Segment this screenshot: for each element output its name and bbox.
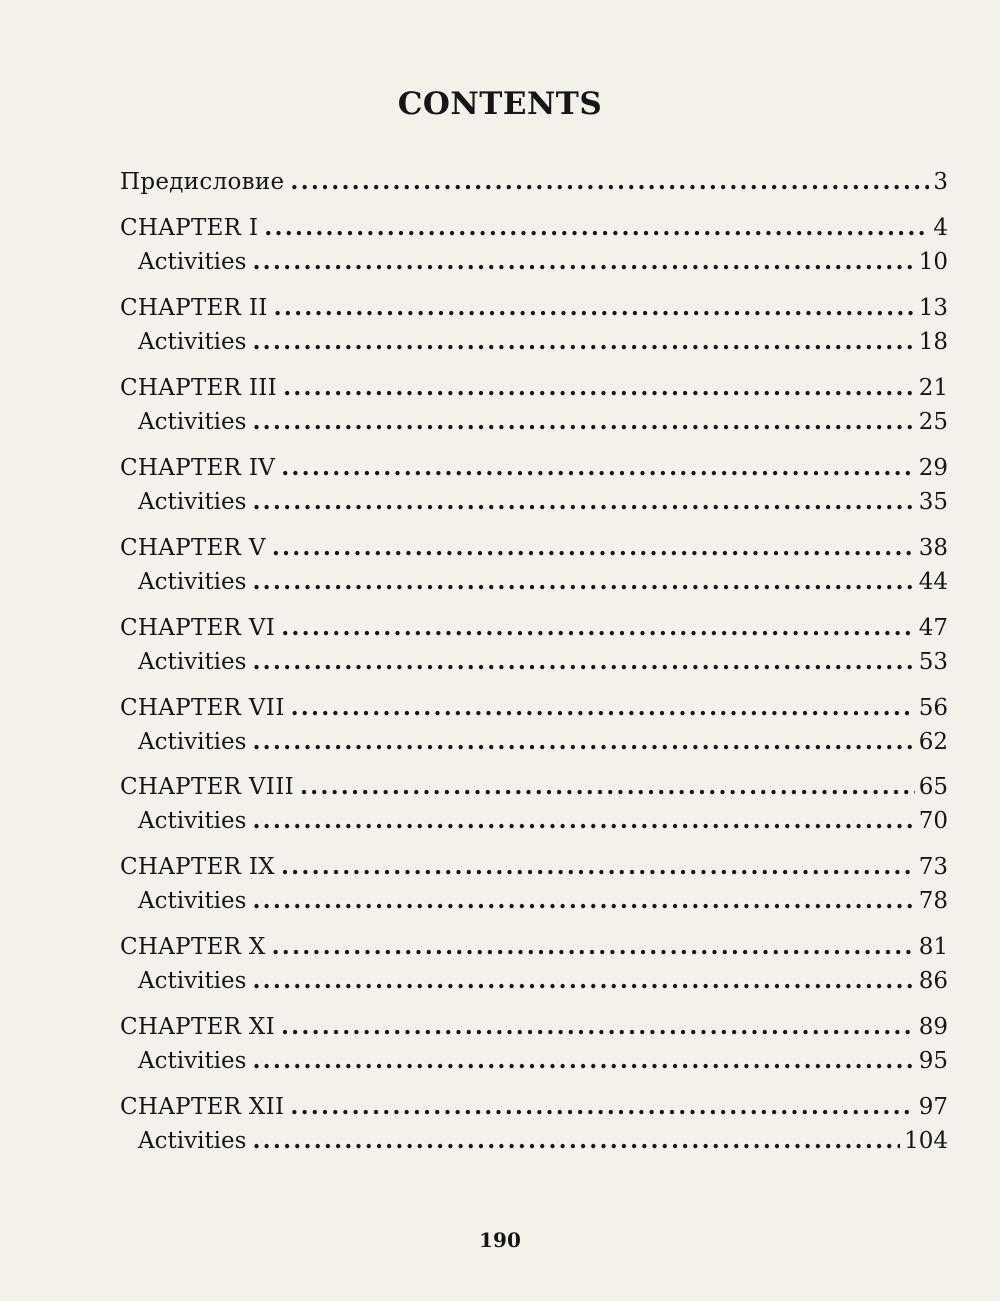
dot-leader xyxy=(281,851,915,883)
dot-leader xyxy=(281,1011,915,1043)
toc-entry-preface xyxy=(120,166,948,198)
dot-leader xyxy=(290,1091,914,1123)
toc-entry-page: 78 xyxy=(918,888,948,914)
toc-entry-page: 38 xyxy=(918,535,948,561)
toc-entry-page: 4 xyxy=(933,215,948,241)
toc-entry-chapter xyxy=(120,532,948,564)
toc-entry-label: Activities xyxy=(138,329,247,355)
dot-leader xyxy=(272,532,915,564)
toc-entry-label: Activities xyxy=(138,1048,247,1074)
dot-leader xyxy=(252,406,914,438)
toc-entry-label: Activities xyxy=(138,888,247,914)
dot-leader xyxy=(272,931,915,963)
toc-entry-page: 89 xyxy=(918,1014,948,1040)
toc-entry-chapter xyxy=(120,771,948,803)
toc-entry-label: CHAPTER VI xyxy=(120,615,276,641)
toc-entry-label: CHAPTER VII xyxy=(120,695,285,721)
dot-leader xyxy=(252,885,914,917)
toc-entry-activities xyxy=(138,805,948,837)
toc-entry-page: 10 xyxy=(918,249,948,275)
toc-entry-chapter xyxy=(120,851,948,883)
toc-entry-label: CHAPTER IV xyxy=(120,455,276,481)
dot-leader xyxy=(252,566,914,598)
dot-leader xyxy=(290,166,929,198)
toc-entry-label: CHAPTER VIII xyxy=(120,774,294,800)
toc-entry-label: Activities xyxy=(138,649,247,675)
toc-entry-page: 81 xyxy=(918,934,948,960)
toc-entry-page: 44 xyxy=(918,569,948,595)
toc-entry-label: CHAPTER I xyxy=(120,215,259,241)
toc-entry-chapter xyxy=(120,372,948,404)
toc-entry-page: 62 xyxy=(918,729,948,755)
toc-entry-activities xyxy=(138,726,948,758)
toc-entry-activities xyxy=(138,965,948,997)
toc-entry-page: 53 xyxy=(918,649,948,675)
page-number: 190 xyxy=(479,1228,521,1252)
toc-entry-page: 3 xyxy=(933,169,948,195)
toc-entry-label: CHAPTER XI xyxy=(120,1014,275,1040)
toc-entry-chapter xyxy=(120,931,948,963)
dot-leader xyxy=(252,965,914,997)
toc-entry-label: CHAPTER V xyxy=(120,535,266,561)
toc-entry-page: 95 xyxy=(918,1048,948,1074)
toc-entry-activities xyxy=(138,246,948,278)
toc-entry-label: CHAPTER III xyxy=(120,375,278,401)
toc-entry-page: 70 xyxy=(918,808,948,834)
dot-leader xyxy=(252,1125,900,1157)
dot-leader xyxy=(252,486,914,518)
dot-leader xyxy=(252,1045,914,1077)
toc-entry-activities xyxy=(138,566,948,598)
dot-leader xyxy=(283,372,915,404)
toc-entry-chapter xyxy=(120,452,948,484)
toc-entry-page: 97 xyxy=(918,1094,948,1120)
toc-entry-page: 56 xyxy=(918,695,948,721)
dot-leader xyxy=(281,452,915,484)
dot-leader xyxy=(252,805,914,837)
toc-entry-label: CHAPTER X xyxy=(120,934,266,960)
dot-leader xyxy=(291,692,915,724)
toc-entry-label: CHAPTER II xyxy=(120,295,268,321)
toc-entry-page: 73 xyxy=(918,854,948,880)
toc-entry-page: 21 xyxy=(918,375,948,401)
toc-entry-chapter xyxy=(120,292,948,324)
dot-leader xyxy=(252,726,914,758)
dot-leader xyxy=(252,326,914,358)
toc-entry-page: 65 xyxy=(918,774,948,800)
toc-entry-label: Activities xyxy=(138,808,247,834)
toc-entry-page: 104 xyxy=(904,1128,948,1154)
toc-entry-page: 29 xyxy=(918,455,948,481)
toc-entry-label: Activities xyxy=(138,1128,247,1154)
dot-leader xyxy=(264,212,929,244)
toc-entry-label: Activities xyxy=(138,249,247,275)
toc-entry-label: Activities xyxy=(138,729,247,755)
toc-entry-page: 25 xyxy=(918,409,948,435)
toc-entry-page: 47 xyxy=(918,615,948,641)
toc-entry-label: Предисловие xyxy=(120,169,285,195)
toc-entry-chapter xyxy=(120,212,948,244)
toc-entry-page: 35 xyxy=(918,489,948,515)
toc-entry-activities xyxy=(138,646,948,678)
dot-leader xyxy=(300,771,915,803)
dot-leader xyxy=(252,646,914,678)
toc-entry-label: CHAPTER IX xyxy=(120,854,275,880)
toc-entry-chapter xyxy=(120,1011,948,1043)
toc-entry-page: 18 xyxy=(918,329,948,355)
dot-leader xyxy=(274,292,915,324)
toc-entry-label: Activities xyxy=(138,968,247,994)
page-title: CONTENTS xyxy=(397,86,603,122)
toc-entry-page: 13 xyxy=(918,295,948,321)
toc-entry-chapter xyxy=(120,612,948,644)
toc-entry-activities xyxy=(138,486,948,518)
toc-entry-label: Activities xyxy=(138,569,247,595)
toc-entry-page: 86 xyxy=(918,968,948,994)
dot-leader xyxy=(281,612,915,644)
toc-entry-label: Activities xyxy=(138,489,247,515)
toc-entry-chapter xyxy=(120,692,948,724)
toc-entry-label: Activities xyxy=(138,409,247,435)
toc-entry-activities xyxy=(138,326,948,358)
toc-entry-activities xyxy=(138,1045,948,1077)
toc-entry-activities xyxy=(138,406,948,438)
toc-entry-label: CHAPTER XII xyxy=(120,1094,285,1120)
dot-leader xyxy=(252,246,914,278)
toc-entry-activities xyxy=(138,885,948,917)
toc-entry-activities xyxy=(138,1125,948,1157)
toc-entry-chapter xyxy=(120,1091,948,1123)
